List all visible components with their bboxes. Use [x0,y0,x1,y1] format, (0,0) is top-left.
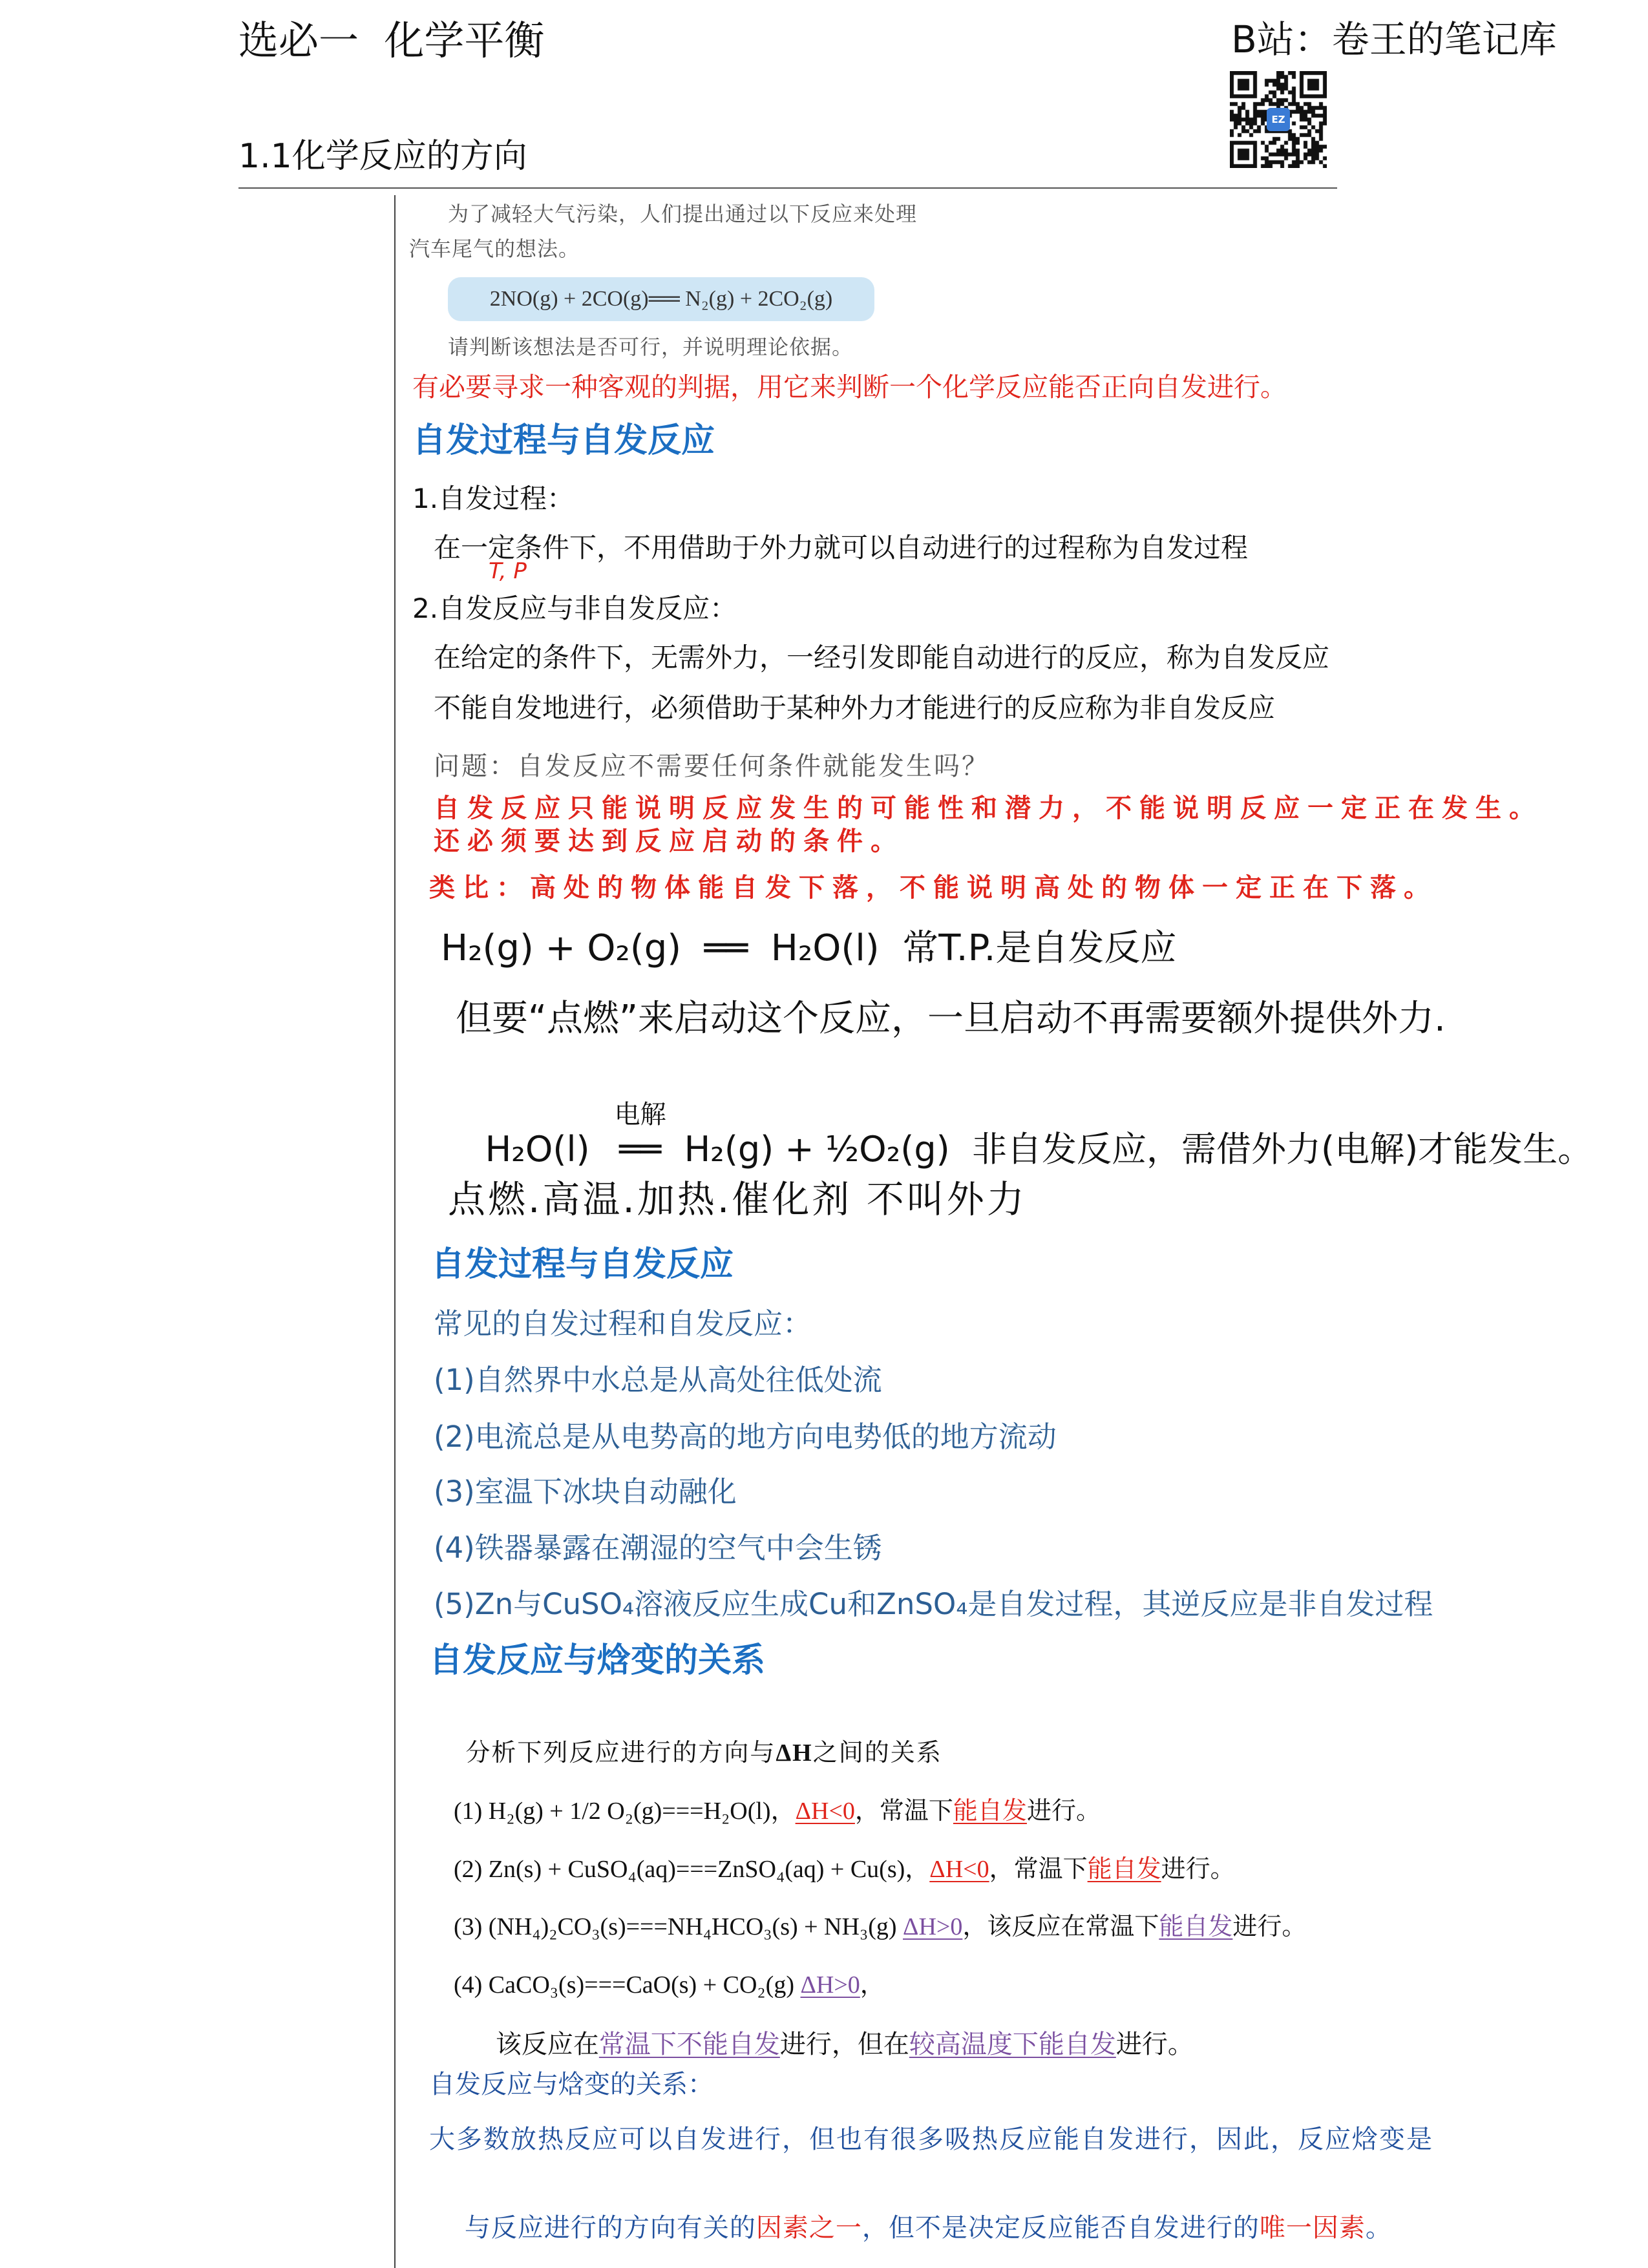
example-item: (1)自然界中水总是从高处往低处流 [434,1363,882,1397]
qr-logo-badge: EZ [1267,108,1290,131]
example-item: (5)Zn与CuSO₄溶液反应生成Cu和ZnSO₄是自发过程，其逆反应是非自发过程 [434,1587,1433,1621]
item1-annotation: T, P [489,558,527,584]
reaction-equation: (1) H₂(g) + 1/2 O₂(g)===H₂O(l)， [454,1797,796,1825]
reaction-verdict: 能自发 [953,1797,1027,1825]
followup-part: 进行。 [1115,2030,1194,2059]
reaction-delta-h: ΔH<0 [795,1797,855,1825]
example-item: (3)室温下冰块自动融化 [434,1475,737,1509]
electrolysis-arrow [614,1099,666,1171]
prompt-before: 分析下列反应进行的方向与 [465,1738,776,1767]
margin-line [394,195,396,2268]
followup-part: 进行，但在 [779,2030,909,2059]
example-item: (2)电流总是从电势高的地方向电势低的地方流动 [434,1420,1057,1454]
reaction-mid: ，常温下 [854,1797,953,1825]
equation-box [448,277,874,321]
header-divider [238,187,1337,189]
intro-context-line2: 汽车尾气的想法。 [409,236,580,261]
prompt-after: 之间的关系 [812,1738,942,1767]
reaction-delta-h: ΔH>0 [903,1913,963,1940]
handwritten-line4: 点燃.高温.加热.催化剂 不叫外力 [448,1177,1027,1221]
reaction-mid: ，该反应在常温下 [962,1913,1159,1940]
reaction-verdict: 能自发 [1087,1855,1161,1883]
summary-line2 [429,2181,1392,2268]
section2-heading: 自发过程与自发反应 [431,1245,734,1284]
summary-line1: 大多数放热反应可以自发进行，但也有很多吸热反应能自发进行，因此，反应焓变是 [429,2125,1433,2154]
analogy-note: 类比：高处的物体能自发下落，不能说明高处的物体一定正在下落。 [429,873,1437,903]
reaction-tail: ， [860,1971,885,1999]
reaction-verdict: 能自发 [1159,1913,1233,1940]
course-title: 选必一 化学平衡 [238,17,545,64]
handwritten-line1: H₂(g) + O₂(g) ══ H₂O(l) 常T.P.是自发反应 [441,927,1177,969]
example-item: (4)铁器暴露在潮湿的空气中会生锈 [434,1531,882,1565]
item1-label: 1.自发过程： [412,483,575,514]
reaction-delta-h: ΔH<0 [929,1855,989,1883]
electrolysis-reactant: H₂O(l) [485,1128,590,1170]
prompt-delta-h: ΔH [776,1739,813,1767]
item2-definition-spontaneous: 在给定的条件下，无需外力，一经引发即能自动进行的反应，称为自发反应 [434,642,1330,673]
intro-context-line1: 为了减轻大气污染，人们提出通过以下反应来处理 [448,202,918,226]
section1-heading: 自发过程与自发反应 [412,421,715,460]
section1-question: 问题：自发反应不需要任何条件就能发生吗？ [434,751,989,781]
lesson-title: 1.1化学反应的方向 [238,137,527,176]
reaction-equation: (3) (NH₄)₂CO₃(s)===NH₄HCO₃(s) + NH₃(g) [454,1913,903,1940]
summary-highlight-sole-factor: 唯一因素 [1259,2213,1366,2243]
reaction-tail: 进行。 [1161,1855,1235,1883]
electrolysis-products-note: H₂(g) + ½O₂(g) 非自发反应，需借外力(电解)才能发生。 [684,1128,1593,1170]
summary-highlight-one-factor: 因素之一 [755,2213,862,2243]
reaction-tail: 进行。 [1026,1797,1101,1825]
followup-part: 该反应在 [495,2030,599,2059]
summary-part: 。 [1365,2213,1392,2243]
followup-room-temp: 常温下不能自发 [598,2030,780,2059]
reaction-equation: (2) Zn(s) + CuSO₄(aq)===ZnSO₄(aq) + Cu(s)， [454,1855,930,1883]
item1-definition: 在一定条件下，不用借助于外力就可以自动进行的过程称为自发过程 [434,532,1249,563]
channel-label: B站：卷王的笔记库 [1231,17,1557,61]
section3-heading: 自发反应与焓变的关系 [429,1641,766,1680]
summary-title: 自发反应与焓变的关系： [429,2070,713,2099]
exhaust-equation: 2NO(g) + 2CO(g)══ N₂(g) + 2CO₂(g) [489,287,833,311]
intro-key-note: 有必要寻求一种客观的判据，用它来判断一个化学反应能否正向自发进行。 [412,372,1287,403]
followup-high-temp: 较高温度下能自发 [909,2030,1116,2059]
answer-line2: 还必须要达到反应启动的条件。 [434,826,904,856]
electrolysis-condition: 电解 [614,1099,666,1129]
handwritten-line2: 但要“点燃”来启动这个反应，一旦启动不再需要额外提供外力. [456,998,1446,1040]
item2-definition-nonspontaneous: 不能自发地进行，必须借助于某种外力才能进行的反应称为非自发反应 [434,692,1276,724]
electrolysis-equals-sign: ══ [619,1128,662,1170]
qr-code [1230,71,1327,168]
item2-label: 2.自发反应与非自发反应： [412,593,737,624]
intro-question: 请判断该想法是否可行，并说明理论依据。 [448,335,854,359]
summary-part: 与反应进行的方向有关的 [464,2213,756,2243]
common-examples-title: 常见的自发过程和自发反应： [434,1307,812,1341]
reaction-tail: 进行。 [1232,1913,1307,1940]
summary-part: ，但不是决定反应能否自发进行的 [861,2213,1260,2243]
reaction-delta-h: ΔH>0 [800,1971,860,1999]
reaction-equation: (4) CaCO₃(s)===CaO(s) + CO₂(g) [454,1971,801,1999]
answer-line1: 自发反应只能说明反应发生的可能性和潜力，不能说明反应一定正在发生。 [434,793,1543,823]
reaction-mid: ，常温下 [989,1855,1088,1883]
